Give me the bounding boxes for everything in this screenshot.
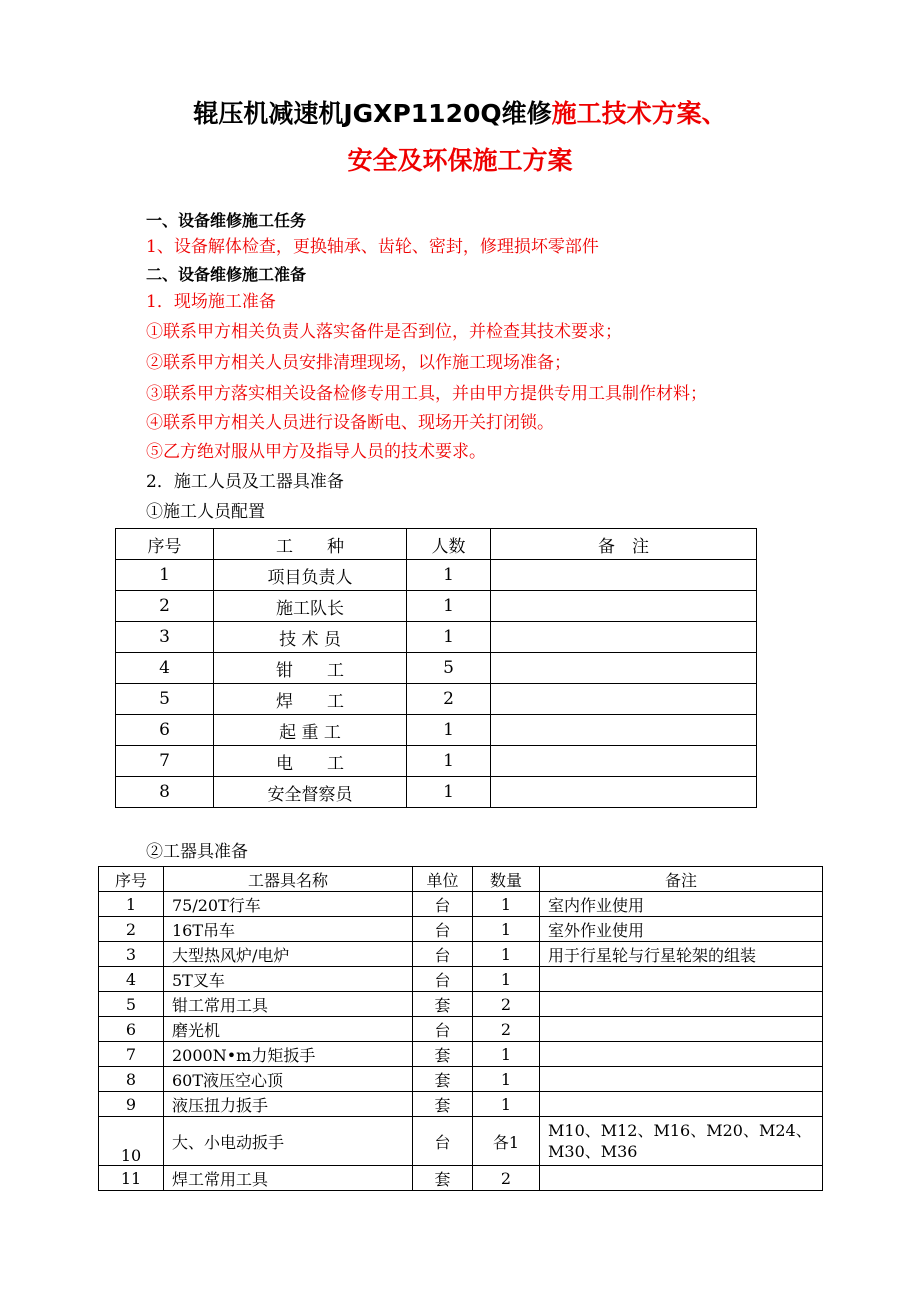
- table-row: [99, 967, 823, 992]
- section1-heading: 一、设备维修施工任务: [146, 211, 307, 230]
- table-cell: 安全督察员: [214, 777, 407, 808]
- table-cell: 1: [407, 777, 491, 808]
- table-cell: 1: [473, 942, 540, 967]
- doc-title-line2: 安全及环保施工方案: [347, 146, 573, 175]
- prep-item: ③联系甲方落实相关设备检修专用工具，并由甲方提供专用工具制作材料；: [146, 384, 707, 404]
- table-row: [116, 591, 757, 622]
- table-cell: 磨光机: [164, 1017, 413, 1042]
- table-cell: 1: [473, 1067, 540, 1092]
- section2-heading: 二、设备维修施工准备: [146, 265, 307, 284]
- table-cell: 套: [413, 1166, 473, 1191]
- table-cell: 1: [407, 715, 491, 746]
- table-row: [116, 684, 757, 715]
- table-cell: 焊工常用工具: [164, 1166, 413, 1191]
- table-cell: 1: [473, 917, 540, 942]
- section1-item: 1、设备解体检查，更换轴承、齿轮、密封，修理损坏零部件: [146, 237, 599, 257]
- tools-table: [98, 866, 823, 1191]
- table-cell: 3: [99, 942, 164, 967]
- table-row: [99, 892, 823, 917]
- header-cell: 备 注: [491, 529, 757, 560]
- table-cell: [491, 622, 757, 653]
- table-cell: 5: [99, 992, 164, 1017]
- table-row: [99, 942, 823, 967]
- table-cell: 2: [473, 1017, 540, 1042]
- header-cell: 工器具名称: [164, 867, 413, 892]
- table-cell: 台: [413, 917, 473, 942]
- tools-table-caption: ②工器具准备: [146, 842, 248, 862]
- prep-item: ②联系甲方相关人员安排清理现场，以作施工现场准备；: [146, 353, 571, 373]
- table-cell: 1: [407, 622, 491, 653]
- prep-item: ④联系甲方相关人员进行设备断电、现场开关打闭锁。: [146, 413, 554, 433]
- table-row: [99, 1166, 823, 1191]
- staff-tools-heading: 2．施工人员及工器具准备: [146, 472, 344, 492]
- table-cell: 钳工常用工具: [164, 992, 413, 1017]
- table-row: [99, 917, 823, 942]
- table-row: [99, 1017, 823, 1042]
- table-cell: 大型热风炉/电炉: [164, 942, 413, 967]
- table-cell: 5: [407, 653, 491, 684]
- table-cell: 用于行星轮与行星轮架的组装: [540, 942, 823, 967]
- table-row: [116, 746, 757, 777]
- table-cell: 9: [99, 1092, 164, 1117]
- table-cell: 1: [407, 560, 491, 591]
- table-cell: 套: [413, 1092, 473, 1117]
- table-cell: [491, 560, 757, 591]
- table-cell: 1: [99, 892, 164, 917]
- table-cell: 钳 工: [214, 653, 407, 684]
- table-cell: 台: [413, 1117, 473, 1166]
- table-cell: [540, 1067, 823, 1092]
- table-cell: [540, 1017, 823, 1042]
- table-row: [99, 1042, 823, 1067]
- table-row: [99, 1067, 823, 1092]
- table-cell: 8: [116, 777, 214, 808]
- header-cell: 人数: [407, 529, 491, 560]
- table-cell: M10、M12、M16、M20、M24、M30、M36: [540, 1117, 823, 1166]
- table-cell: 7: [116, 746, 214, 777]
- header-cell: 数量: [473, 867, 540, 892]
- site-prep-heading: 1．现场施工准备: [146, 292, 276, 312]
- table-cell: [540, 967, 823, 992]
- header-cell: 单位: [413, 867, 473, 892]
- title-red-part: 施工技术方案、: [551, 99, 727, 128]
- staff-table-caption: ①施工人员配置: [146, 502, 265, 522]
- table-cell: [491, 715, 757, 746]
- header-cell: 序号: [99, 867, 164, 892]
- table-cell: 大、小电动扳手: [164, 1117, 413, 1166]
- table-header-row: [99, 867, 823, 892]
- table-cell: 室内作业使用: [540, 892, 823, 917]
- table-cell: [540, 992, 823, 1017]
- table-cell: 60T液压空心顶: [164, 1067, 413, 1092]
- table-cell: 1: [116, 560, 214, 591]
- table-cell: 1: [473, 967, 540, 992]
- header-cell: 备注: [540, 867, 823, 892]
- table-cell: 2: [407, 684, 491, 715]
- table-cell: [491, 653, 757, 684]
- table-cell: 2: [116, 591, 214, 622]
- table-cell: 4: [99, 967, 164, 992]
- table-row: [116, 653, 757, 684]
- table-cell: 台: [413, 942, 473, 967]
- table-cell: [491, 777, 757, 808]
- table-cell: [491, 746, 757, 777]
- table-cell: 套: [413, 1042, 473, 1067]
- table-row: [116, 560, 757, 591]
- table-row: [99, 1117, 823, 1166]
- table-cell: 4: [116, 653, 214, 684]
- table-cell: [540, 1092, 823, 1117]
- table-cell: 2: [473, 992, 540, 1017]
- staff-table: [115, 528, 757, 808]
- table-cell: 台: [413, 892, 473, 917]
- table-cell: 台: [413, 967, 473, 992]
- table-cell: 2: [99, 917, 164, 942]
- table-row: [116, 715, 757, 746]
- table-cell: 施工队长: [214, 591, 407, 622]
- table-cell: 11: [99, 1166, 164, 1191]
- table-cell: 75/20T行车: [164, 892, 413, 917]
- table-cell: 技 术 员: [214, 622, 407, 653]
- header-cell: 工 种: [214, 529, 407, 560]
- table-cell: 5: [116, 684, 214, 715]
- table-cell: 起 重 工: [214, 715, 407, 746]
- table-cell: 5T叉车: [164, 967, 413, 992]
- table-cell: 10: [99, 1117, 164, 1166]
- table-cell: 电 工: [214, 746, 407, 777]
- table-cell: 1: [407, 591, 491, 622]
- table-header-row: [116, 529, 757, 560]
- table-cell: 6: [99, 1017, 164, 1042]
- table-row: [116, 777, 757, 808]
- doc-title-line1: [0, 98, 920, 130]
- table-cell: 1: [473, 1092, 540, 1117]
- table-row: [99, 992, 823, 1017]
- header-cell: 序号: [116, 529, 214, 560]
- table-cell: 1: [473, 1042, 540, 1067]
- table-cell: 6: [116, 715, 214, 746]
- table-cell: 项目负责人: [214, 560, 407, 591]
- title-black-part: 辊压机减速机JGXP1120Q维修: [193, 99, 552, 128]
- table-cell: 焊 工: [214, 684, 407, 715]
- table-cell: [540, 1166, 823, 1191]
- table-cell: 套: [413, 1067, 473, 1092]
- table-cell: 液压扭力扳手: [164, 1092, 413, 1117]
- table-row: [116, 622, 757, 653]
- table-cell: 8: [99, 1067, 164, 1092]
- table-cell: [540, 1042, 823, 1067]
- table-cell: 室外作业使用: [540, 917, 823, 942]
- table-cell: 1: [407, 746, 491, 777]
- table-cell: 2000N•m力矩扳手: [164, 1042, 413, 1067]
- table-cell: 各1: [473, 1117, 540, 1166]
- table-cell: 台: [413, 1017, 473, 1042]
- table-cell: [491, 684, 757, 715]
- table-row: [99, 1092, 823, 1117]
- table-cell: 3: [116, 622, 214, 653]
- prep-item: ⑤乙方绝对服从甲方及指导人员的技术要求。: [146, 442, 486, 462]
- table-cell: 套: [413, 992, 473, 1017]
- table-cell: 1: [473, 892, 540, 917]
- prep-item: ①联系甲方相关负责人落实备件是否到位，并检查其技术要求；: [146, 322, 622, 342]
- table-cell: 7: [99, 1042, 164, 1067]
- table-cell: 16T吊车: [164, 917, 413, 942]
- table-cell: [491, 591, 757, 622]
- table-cell: 2: [473, 1166, 540, 1191]
